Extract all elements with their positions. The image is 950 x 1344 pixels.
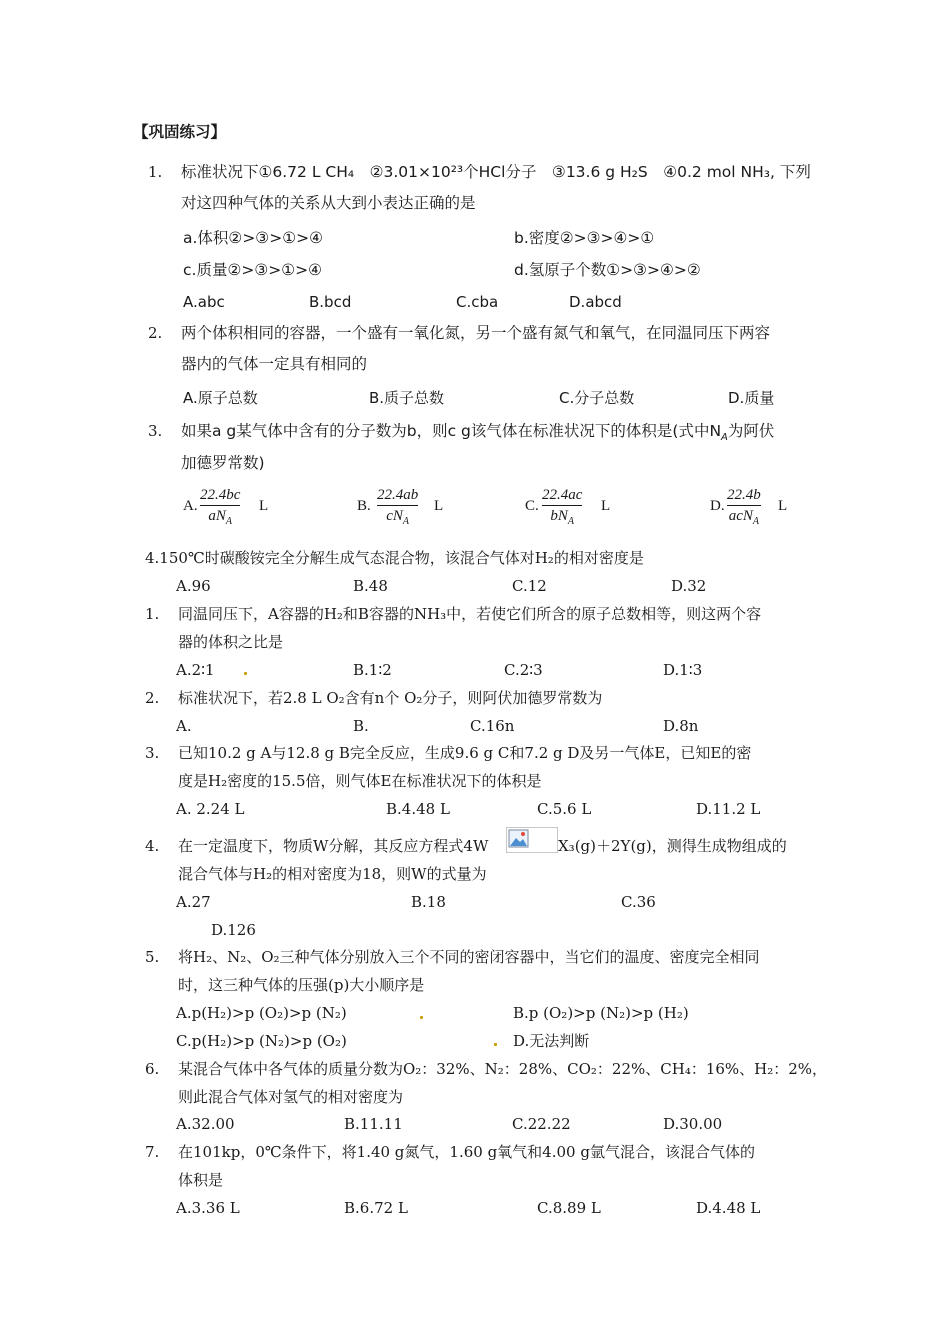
option-b: B.11.11 [344, 1115, 403, 1133]
option-b: B.4.48 L [386, 800, 450, 818]
option-b: B. [353, 717, 369, 735]
option-c: C.12 [512, 577, 547, 595]
option-c: C.2∶3 [504, 661, 543, 679]
statement-b: b.密度②>③>④>① [514, 229, 655, 247]
stray-dot [244, 672, 247, 675]
question-text: 如果a g某气体中含有的分子数为b，则c g该气体在标准状况下的体积是(式中$N_A$为阿伏 [181, 422, 775, 444]
stray-dot [494, 1043, 497, 1046]
question-text: 器内的气体一定具有相同的 [181, 355, 368, 373]
question-text: 时，这三种气体的压强(p)大小顺序是 [178, 976, 425, 994]
option-c: C.16n [470, 717, 515, 735]
option-a: A.2∶1 [176, 661, 215, 679]
section-title: 【巩固练习】 [133, 123, 227, 141]
option-d: D.32 [671, 577, 707, 595]
question-text: 器的体积之比是 [178, 633, 284, 651]
statement-d: d.氢原子个数①>③>④>② [514, 261, 701, 279]
document-page: 【巩固练习】 1. 标准状况下①6.72 L CH₄ ②3.01×10²³个HCl分子 ③13.6 g H₂S ④0.2 mol NH₃, 下列 对这四种气体的关系从大到小表达正确的是 a.体积②>③>①>④ b.密度②>③>④>① c.质量②>③>①>④ d.氢原子个数①>③>④>② A.abc B.bcd C.cba D.abcd 2. 两个体积相同的容器，一个盛有一氧化氮，另一个盛有氮气和氧气，在同温同压下两容 器内的气体一定具有相同的 A.原子总数 B.质子总数 C.分子总数 D.质量 3. 如果a g某气体中含有的分子数为b，则c g该气体在标准状况下的体积是(式中$N_A$为阿伏 加德罗常数) A. 22.4bc $aN_A$ L B. 22.4ab $cN_A$ L C. 22.4ac $bN_A$ L D. 22.4b acN$_A$ L 4.150℃时碳酸铵完全分解生成气态混合物，该混合气体对H₂的相对密度是 A.96 B.48 C.12 D.32 1. 同温同压下，A容器的H₂和B容器的NH₃中，若使它们所含的原子总数相等，则这两个容 器的体积之比是 A.2∶1 B.1∶2 C.2∶3 D.1∶3 2. 标准状况下，若2.8 L O₂含有n个 O₂分子，则阿伏加德罗常数为 A. B. C.16n D.8n 3. 已知10.2 g A与12.8 g B完全反应，生成9.6 g C和7.2 g D及另一气体E，已知E的密 度是H₂密度的15.5倍，则气体E在标准状况下的体积是 A. 2.24 L B.4.48 L C.5.6 L D.11.2 L 4. 在一定温度下，物质W分解，其反应方程式4W X₃(g)＋2Y(g)，测得生成物组成的 混合气体与H₂的相对密度为18，则W的式量为 A.27 B.18 C.36 D.126 5. 将H₂、N₂、O₂三种气体分别放入三个不同的密闭容器中，当它们的温度、密度完全相同 时，这三种气体的压强(p)大小顺序是 A.p(H₂)>p (O₂)>p (N₂) B.p (O₂)>p (N₂)>p (H₂) C.p(H₂)>p (N₂)>p (O₂) D.无法判断 6. 某混合气体中各气体的质量分数为O₂：32%、N₂：28%、CO₂：22%、CH₄：16%、H₂：2%， 则此混合气体对氢气的相对密度为 A.32.00 B.11.11 C.22.22 D.30.00 7. 在101kp，0℃条件下，将1.40 g氮气，1.60 g氧气和4.00 g氩气混合，该混合气体的 体积是 A.3.36 L B.6.72 L C.8.89 L D.4.48 L [133, 123, 828, 1217]
question-number: 4. [145, 837, 160, 855]
option-a: A.p(H₂)>p (O₂)>p (N₂) [176, 1004, 347, 1022]
option-d: D.11.2 L [696, 800, 761, 818]
option-d: D.30.00 [663, 1115, 723, 1133]
option-b: B.1∶2 [353, 661, 392, 679]
question-text: 某混合气体中各气体的质量分数为O₂：32%、N₂：28%、CO₂：22%、CH₄：16%、H₂：2%， [178, 1060, 828, 1078]
option-a: A.27 [176, 893, 211, 911]
question-number: 2. [145, 689, 160, 707]
option-a: A.abc [183, 293, 225, 311]
option-c: C.36 [621, 893, 656, 911]
stray-dot [420, 1016, 423, 1019]
question-text: 同温同压下，A容器的H₂和B容器的NH₃中，若使它们所含的原子总数相等，则这两个容 [178, 605, 762, 623]
question-text: 体积是 [178, 1171, 224, 1189]
option-a: A. 2.24 L [176, 800, 245, 818]
option-a: A.96 [176, 577, 211, 595]
question-text: 在一定温度下，物质W分解，其反应方程式4W [178, 837, 489, 855]
question-text: 在101kp，0℃条件下，将1.40 g氮气，1.60 g氧气和4.00 g氩气混合，该混合气体的 [178, 1143, 755, 1161]
option-c: C.8.89 L [537, 1199, 601, 1217]
question-text: 已知10.2 g A与12.8 g B完全反应，生成9.6 g C和7.2 g D及另一气体E，已知E的密 [178, 744, 752, 762]
question-text: 标准状况下①6.72 L CH₄ ②3.01×10²³个HCl分子 ③13.6 g H₂S ④0.2 mol NH₃, 下列 [181, 163, 811, 181]
option-a: A. [176, 717, 192, 735]
question-number: 5. [145, 948, 160, 966]
question-text: 将H₂、N₂、O₂三种气体分别放入三个不同的密闭容器中，当它们的温度、密度完全相同 [178, 948, 760, 966]
option-d: D.4.48 L [696, 1199, 761, 1217]
question-text: 对这四种气体的关系从大到小表达正确的是 [181, 194, 476, 212]
question-number: 1. [145, 605, 160, 623]
option-b: B.bcd [309, 293, 352, 311]
question-number: 3. [145, 744, 160, 762]
option-b: B.48 [353, 577, 388, 595]
broken-image-icon [506, 827, 558, 853]
question-number: 6. [145, 1060, 160, 1078]
question-number: 2. [148, 324, 163, 342]
option-c: C.5.6 L [537, 800, 592, 818]
option-d: D.质量 [728, 389, 775, 407]
question-number: 7. [145, 1143, 160, 1161]
option-a: A.原子总数 [183, 389, 258, 407]
option-c: C.22.22 [512, 1115, 571, 1133]
option-c: C.p(H₂)>p (N₂)>p (O₂) [176, 1032, 347, 1050]
option-d: D.126 [211, 921, 256, 939]
option-c: C.cba [456, 293, 499, 311]
statement-c: c.质量②>③>①>④ [183, 261, 322, 279]
option-d: D.abcd [569, 293, 622, 311]
question-text: 两个体积相同的容器，一个盛有一氧化氮，另一个盛有氮气和氧气，在同温同压下两容 [181, 324, 771, 342]
option-d: D.1∶3 [663, 661, 703, 679]
question-number: 1. [148, 163, 163, 181]
question-text: 度是H₂密度的15.5倍，则气体E在标准状况下的体积是 [178, 772, 542, 790]
question-text: 加德罗常数) [181, 454, 265, 472]
option-b: B.6.72 L [344, 1199, 408, 1217]
question-text: 混合气体与H₂的相对密度为18，则W的式量为 [178, 865, 487, 883]
question-text: X₃(g)＋2Y(g)，测得生成物组成的 [558, 837, 787, 855]
question-number: 3. [148, 422, 163, 440]
option-c: C.分子总数 [559, 389, 635, 407]
option-d: D.无法判断 [513, 1032, 590, 1050]
option-b: B.p (O₂)>p (N₂)>p (H₂) [513, 1004, 689, 1022]
question-text: 则此混合气体对氢气的相对密度为 [178, 1088, 404, 1106]
option-a: A.32.00 [176, 1115, 235, 1133]
option-a: A.3.36 L [176, 1199, 240, 1217]
question-text: 标准状况下，若2.8 L O₂含有n个 O₂分子，则阿伏加德罗常数为 [178, 689, 603, 707]
statement-a: a.体积②>③>①>④ [183, 229, 323, 247]
question-text: 4.150℃时碳酸铵完全分解生成气态混合物，该混合气体对H₂的相对密度是 [145, 549, 644, 567]
option-d: D.8n [663, 717, 699, 735]
option-b: B.18 [411, 893, 446, 911]
option-b: B.质子总数 [369, 389, 445, 407]
